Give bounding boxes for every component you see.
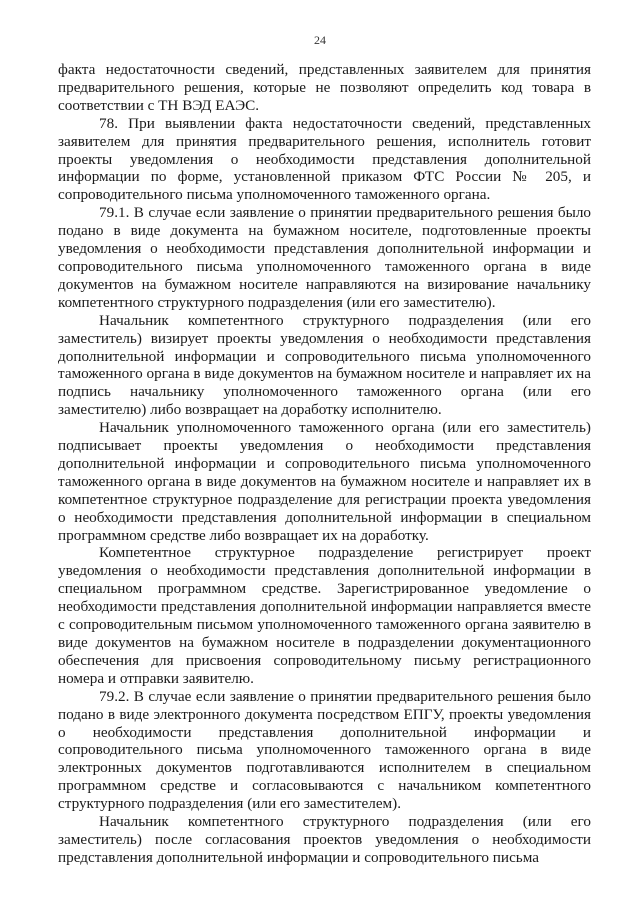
paragraph-78: 78. При выявлении факта недостаточности сведений, представленных заявителем для принятия предварительного решения, исполнитель готовит проекты уведомления о необходимости представления дополнительной информации по форме, установленной приказом ФТС России № 205, и сопроводительного письма уполномоченного таможенного органа.: [58, 114, 591, 204]
paragraph-79-1-chief-signs: Начальник уполномоченного таможенного органа (или его заместитель) подписывает проекты уведомления о необходимости представления дополнительной информации и сопроводительного письма уполномоченного таможенного органа в виде документов на бумажном носителе и направляет их в компетентное структурное подразделение для регистрации проекта уведомления о необходимости представления дополнительной информации в специальном программном средстве либо возвращает их на доработку.: [58, 419, 591, 544]
paragraph-79-2: 79.2. В случае если заявление о принятии предварительного решения было подано в виде электронного документа посредством ЕПГУ, проекты уведомления о необходимости представления дополнительной информации и сопроводительного письма уполномоченного таможенного органа в виде электронных документов подготавливаются исполнителем в специальном программном средстве и согласовываются с начальником компетентного структурного подразделения (или его заместителем).: [58, 687, 591, 813]
paragraph-79-2-head-approval: Начальник компетентного структурного подразделения (или его заместитель) после согласования проектов уведомления о необходимости представления дополнительной информации и сопроводительного письма: [58, 813, 591, 866]
paragraph-79-1-head-visa: Начальник компетентного структурного подразделения (или его заместитель) визирует проекты уведомления о необходимости представления дополнительной информации и сопроводительного письма уполномоченного таможенного органа в виде документов на бумажном носителе и направляет их на подпись начальнику уполномоченного таможенного органа (или его заместителю) либо возвращает на доработку исполнителю.: [58, 311, 591, 419]
paragraph-1: факта недостаточности сведений, представленных заявителем для принятия предварительного решения, которые не позволяют определить код товара в соответствии с ТН ВЭД ЕАЭС.: [58, 61, 591, 114]
document-body: [58, 61, 591, 867]
paragraph-79-1-registration: Компетентное структурное подразделение регистрирует проект уведомления о необходимости представления дополнительной информации в специальном программном средстве. Зарегистрированное уведомление о необходимости представления дополнительной информации направляется вместе с сопроводительным письмом уполномоченного таможенного органа заявителю в виде документов на бумажном носителе в подразделении документационного обеспечения для присвоения сопроводительному письму регистрационного номера и отправки заявителю.: [58, 544, 591, 687]
paragraph-79-1: 79.1. В случае если заявление о принятии предварительного решения было подано в виде документа на бумажном носителе, подготовленные проекты уведомления о необходимости представления дополнительной информации и сопроводительного письма уполномоченного таможенного органа в виде документов на бумажном носителе направляются на визирование начальнику компетентного структурного подразделения (или его заместителю).: [58, 204, 591, 311]
page-number: 24: [314, 33, 326, 47]
